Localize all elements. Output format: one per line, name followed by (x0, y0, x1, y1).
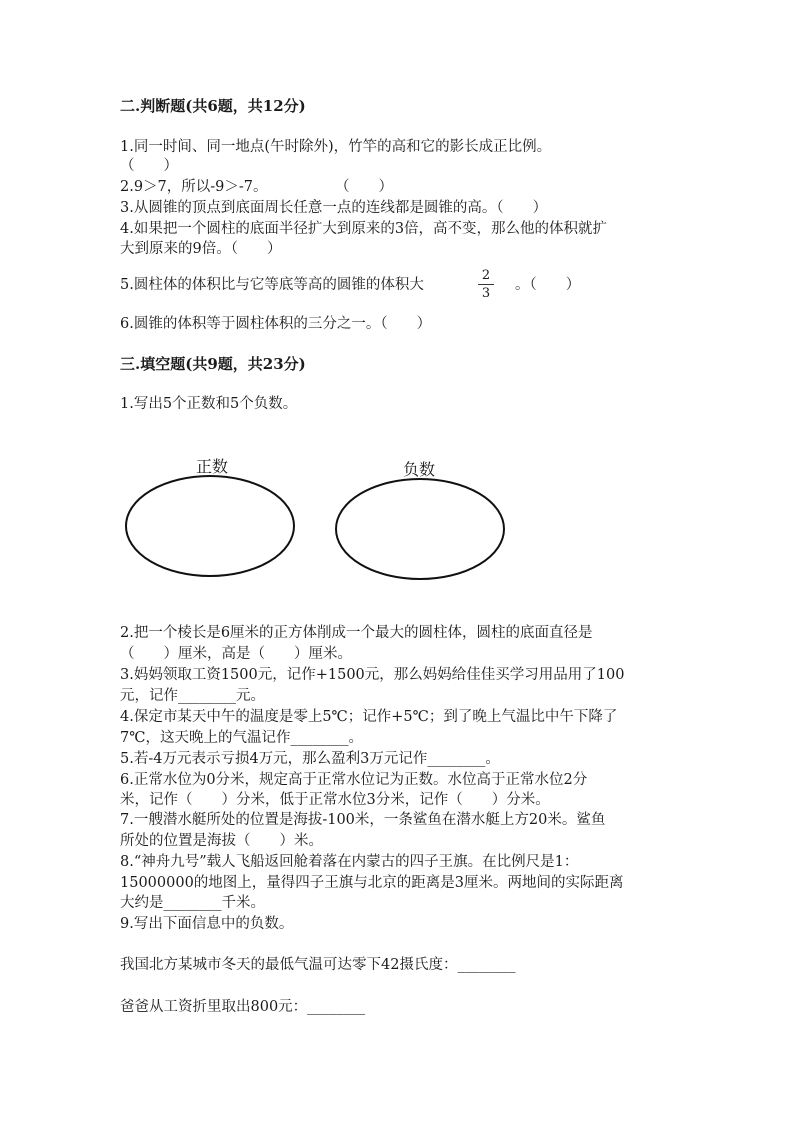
section3-heading: 三.填空题(共9题，共23分) (120, 355, 306, 373)
fill-q7-line1: 7.一艘潜水艇所处的位置是海拔-100米，一条鲨鱼在潜水艇上方20米。鲨鱼 (120, 812, 606, 828)
judge-q4-line2: 大到原来的9倍。（ ） (120, 241, 282, 257)
judge-q3: 3.从圆锥的顶点到底面周长任意一点的连线都是圆锥的高。（ ） (120, 200, 548, 216)
positive-set-ellipse (126, 476, 294, 576)
fill-q8-line2: 15000000的地图上，量得四子王旗与北京的距离是3厘米。两地间的实际距离 (120, 875, 624, 891)
label-negative: 负数 (403, 460, 436, 479)
fraction-numerator: 2 (481, 268, 491, 283)
label-positive: 正数 (196, 457, 229, 476)
fill-q8-line1: 8.“神舟九号”载人飞船返回舱着落在内蒙古的四子王旗。在比例尺是1： (120, 854, 579, 870)
judge-q1-answer-paren[interactable]: （ ） (120, 158, 178, 174)
fraction-denominator: 3 (481, 286, 491, 301)
fill-q9: 9.写出下面信息中的负数。 (120, 916, 294, 932)
fill-q7-line2: 所处的位置是海拔（ ）米。 (120, 833, 323, 849)
negative-set-ellipse (336, 479, 504, 579)
fill-q5: 5.若-4万元表示亏损4万元，那么盈利3万元记作________。 (120, 751, 500, 767)
section2-heading: 二.判断题(共6题，共12分) (120, 97, 306, 115)
fill-q6-line1: 6.正常水位为0分米，规定高于正常水位记为正数。水位高于正常水位2分 (120, 772, 588, 788)
fill-q8-line3: 大约是________千米。 (120, 895, 265, 911)
fill-q9-item2: 爸爸从工资折里取出800元：________ (120, 999, 366, 1015)
fill-q9-item1: 我国北方某城市冬天的最低气温可达零下42摄氏度：________ (120, 957, 516, 973)
judge-q2-text: 2.9＞7，所以-9＞-7。 (120, 179, 268, 195)
judge-q4-line1: 4.如果把一个圆柱的底面半径扩大到原来的3倍，高不变，那么他的体积就扩 (120, 221, 608, 237)
fill-q3-line1: 3.妈妈领取工资1500元，记作+1500元，那么妈妈给佳佳买学习用品用了100 (120, 667, 625, 683)
fill-q2-line2: （ ）厘米，高是（ ）厘米。 (120, 646, 352, 662)
judge-q6: 6.圆锥的体积等于圆柱体积的三分之一。（ ） (120, 316, 432, 332)
fill-q6-line2: 米，记作（ ）分米，低于正常水位3分米，记作（ ）分米。 (120, 792, 550, 808)
fill-q3-line2: 元，记作________元。 (120, 688, 265, 704)
judge-q2-answer-paren[interactable]: （ ） (335, 179, 393, 195)
fill-q1: 1.写出5个正数和5个负数。 (120, 396, 298, 412)
fill-q2-line1: 2.把一个棱长是6厘米的正方体削成一个最大的圆柱体，圆柱的底面直径是 (120, 625, 593, 641)
judge-q5-text: 5.圆柱体的体积比与它等底等高的圆锥的体积大 (120, 277, 424, 293)
judge-q1-line1: 1.同一时间、同一地点(午时除外)，竹竿的高和它的影长成正比例。 (120, 139, 552, 155)
judge-q5-tail: 。（ ） (515, 277, 581, 293)
fill-q4-line2: 7℃，这天晚上的气温记作________。 (120, 730, 363, 746)
fill-q4-line1: 4.保定市某天中午的温度是零上5℃；记作+5℃；到了晚上气温比中午下降了 (120, 709, 618, 725)
